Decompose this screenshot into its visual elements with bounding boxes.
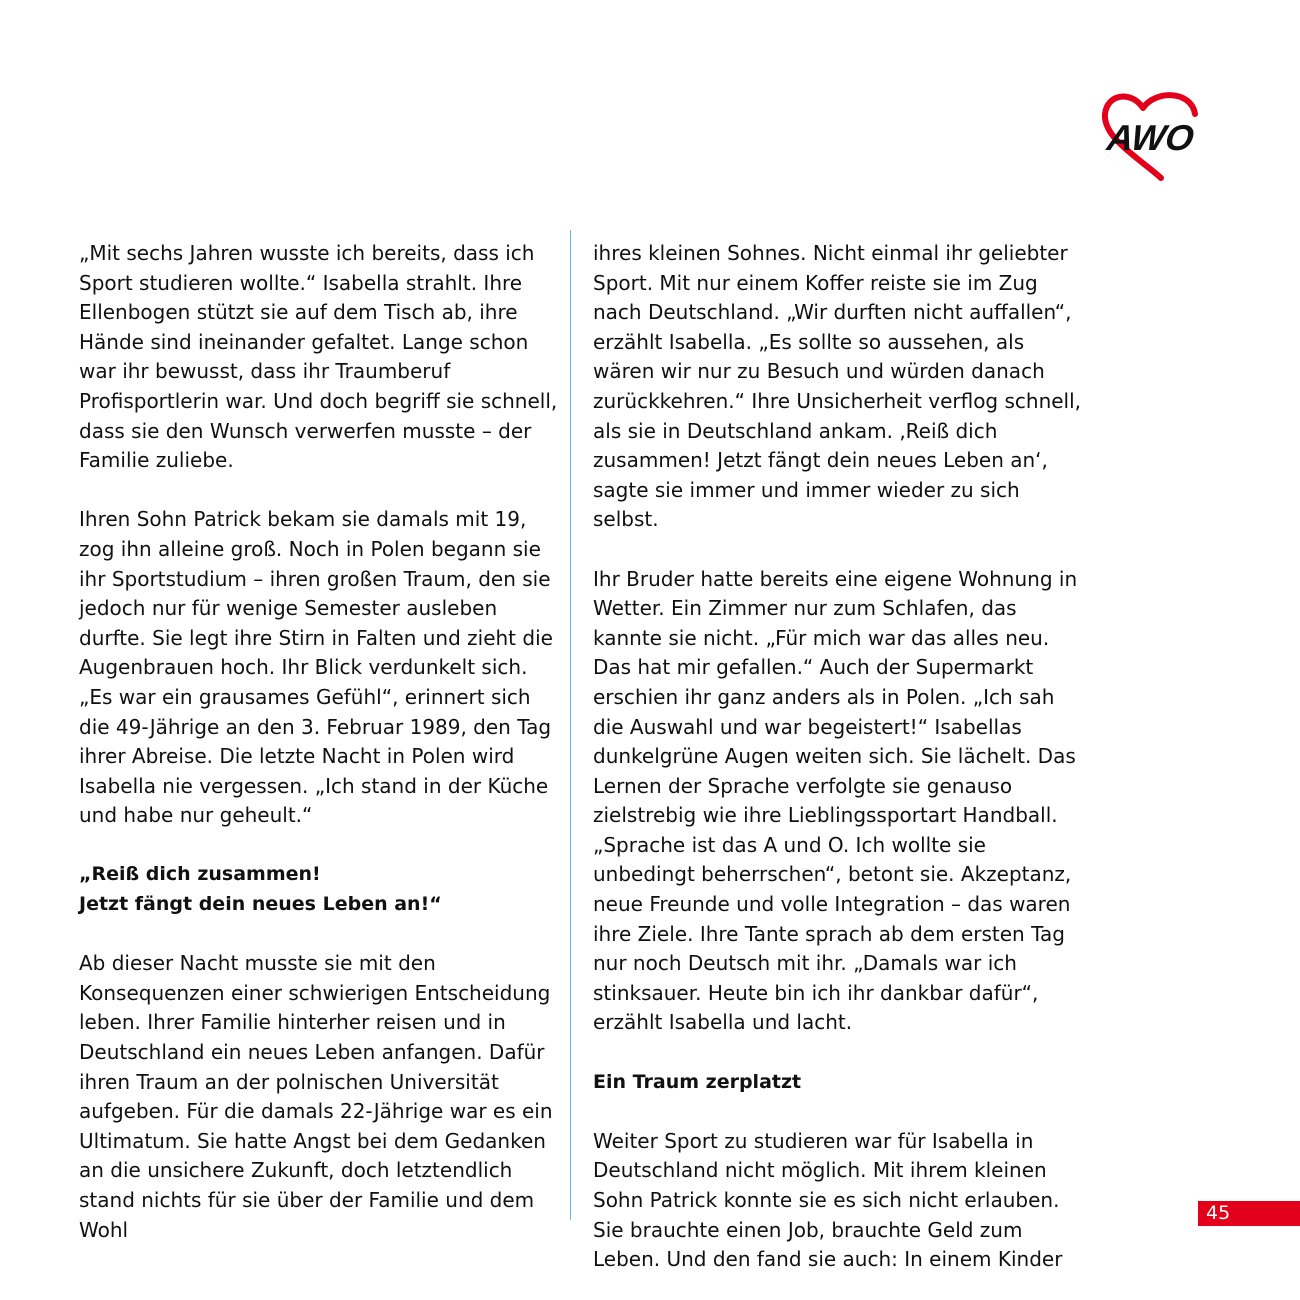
right-heading: Ein Traum zerplatzt <box>593 1070 802 1093</box>
column-divider <box>570 230 571 1220</box>
awo-logo <box>1099 92 1209 182</box>
left-heading-line-1: „Reiß dich zusammen! <box>79 863 321 886</box>
left-paragraph-2: Ihren Sohn Patrick bekam sie damals mit 19, zog ihn alleine groß. Noch in Polen begann sie ihr Sportstudium – ihren großen Traum, den sie jedoch nur für wenige Semester ausleben durfte. Sie legt ihre Stirn in Falten und zieht die Augenbrauen hoch. Ihr Blick verdunkelt sich. „Es war ein grausames Gefühl“, erinnert sich die 49-Jährige an den 3. Februar 1989, den Tag ihrer Abreise. Die letzte Nacht in Polen wird Isabella nie vergessen. „Ich stand in der Küche und habe nur geheult.“ <box>79 507 553 828</box>
logo-text: AWO <box>1104 117 1197 158</box>
left-heading-line-2: Jetzt fängt dein neues Leben an!“ <box>79 893 442 916</box>
right-paragraph-2: Ihr Bruder hatte bereits eine eigene Wohnung in Wetter. Ein Zimmer nur zum Schlafen, das kannte sie nicht. „Für mich war das alles neu. Das hat mir gefallen.“ Auch der Supermarkt erschien ihr ganz anders als in Polen. „Ich sah die Auswahl und war begeistert!“ Isabellas dunkelgrüne Augen weiten sich. Sie lächelt. Das Lernen der Sprache verfolgte sie genauso zielstrebig wie ihre Lieblingssportart Handball. „Sprache ist das A und O. Ich wollte sie unbedingt beherrschen“, betont sie. Akzeptanz, neue Freunde und volle Integration – das waren ihre Ziele. Ihre Tante sprach ab dem ersten Tag nur noch Deutsch mit ihr. „Damals war ich stinksauer. Heute bin ich ihr dankbar dafür“, erzählt Isabella und lacht. <box>593 566 1078 1035</box>
heart-icon <box>1099 92 1209 182</box>
right-paragraph-3: Weiter Sport zu studieren war für Isabella in Deutschland nicht möglich. Mit ihrem kleinen Sohn Patrick konnte sie es sich nicht erlauben. Sie brauchte einen Job, brauchte Geld zum Leben. Und den fand sie auch: In einem Kinder <box>593 1128 1063 1272</box>
left-column <box>79 239 559 1245</box>
left-heading <box>79 860 559 919</box>
right-column <box>593 239 1083 1275</box>
left-paragraph-1: „Mit sechs Jahren wusste ich bereits, dass ich Sport studieren wollte.“ Isabella strahlt. Ihre Ellenbogen stützt sie auf dem Tisch ab, ihre Hände sind ineinander gefaltet. Lange schon war ihr bewusst, dass ihr Traumberuf Profisportlerin war. Und doch begriff sie schnell, dass sie den Wunsch verwerfen musste – der Familie zuliebe. <box>79 241 558 473</box>
left-paragraph-3: Ab dieser Nacht musste sie mit den Konsequenzen einer schwierigen Entscheidung leben. Ihrer Familie hinterher reisen und in Deutschland ein neues Leben anfangen. Dafür ihren Traum an der polnischen Universität aufgeben. Für die damals 22-Jährige war es ein Ultimatum. Sie hatte Angst bei dem Gedanken an die unsichere Zukunft, doch letztendlich stand nichts für sie über der Familie und dem Wohl <box>79 951 553 1242</box>
page-number: 45 <box>1198 1201 1300 1226</box>
right-paragraph-1: ihres kleinen Sohnes. Nicht einmal ihr geliebter Sport. Mit nur einem Koffer reiste sie im Zug nach Deutschland. „Wir durften nicht auffallen“, erzählt Isabella. „Es sollte so aussehen, als wären wir nur zu Besuch und würden danach zurückkehren.“ Ihre Unsicherheit verflog schnell, als sie in Deutschland ankam. ‚Reiß dich zusammen! Jetzt fängt dein neues Leben an‘, sagte sie immer und immer wieder zu sich selbst. <box>593 241 1082 532</box>
